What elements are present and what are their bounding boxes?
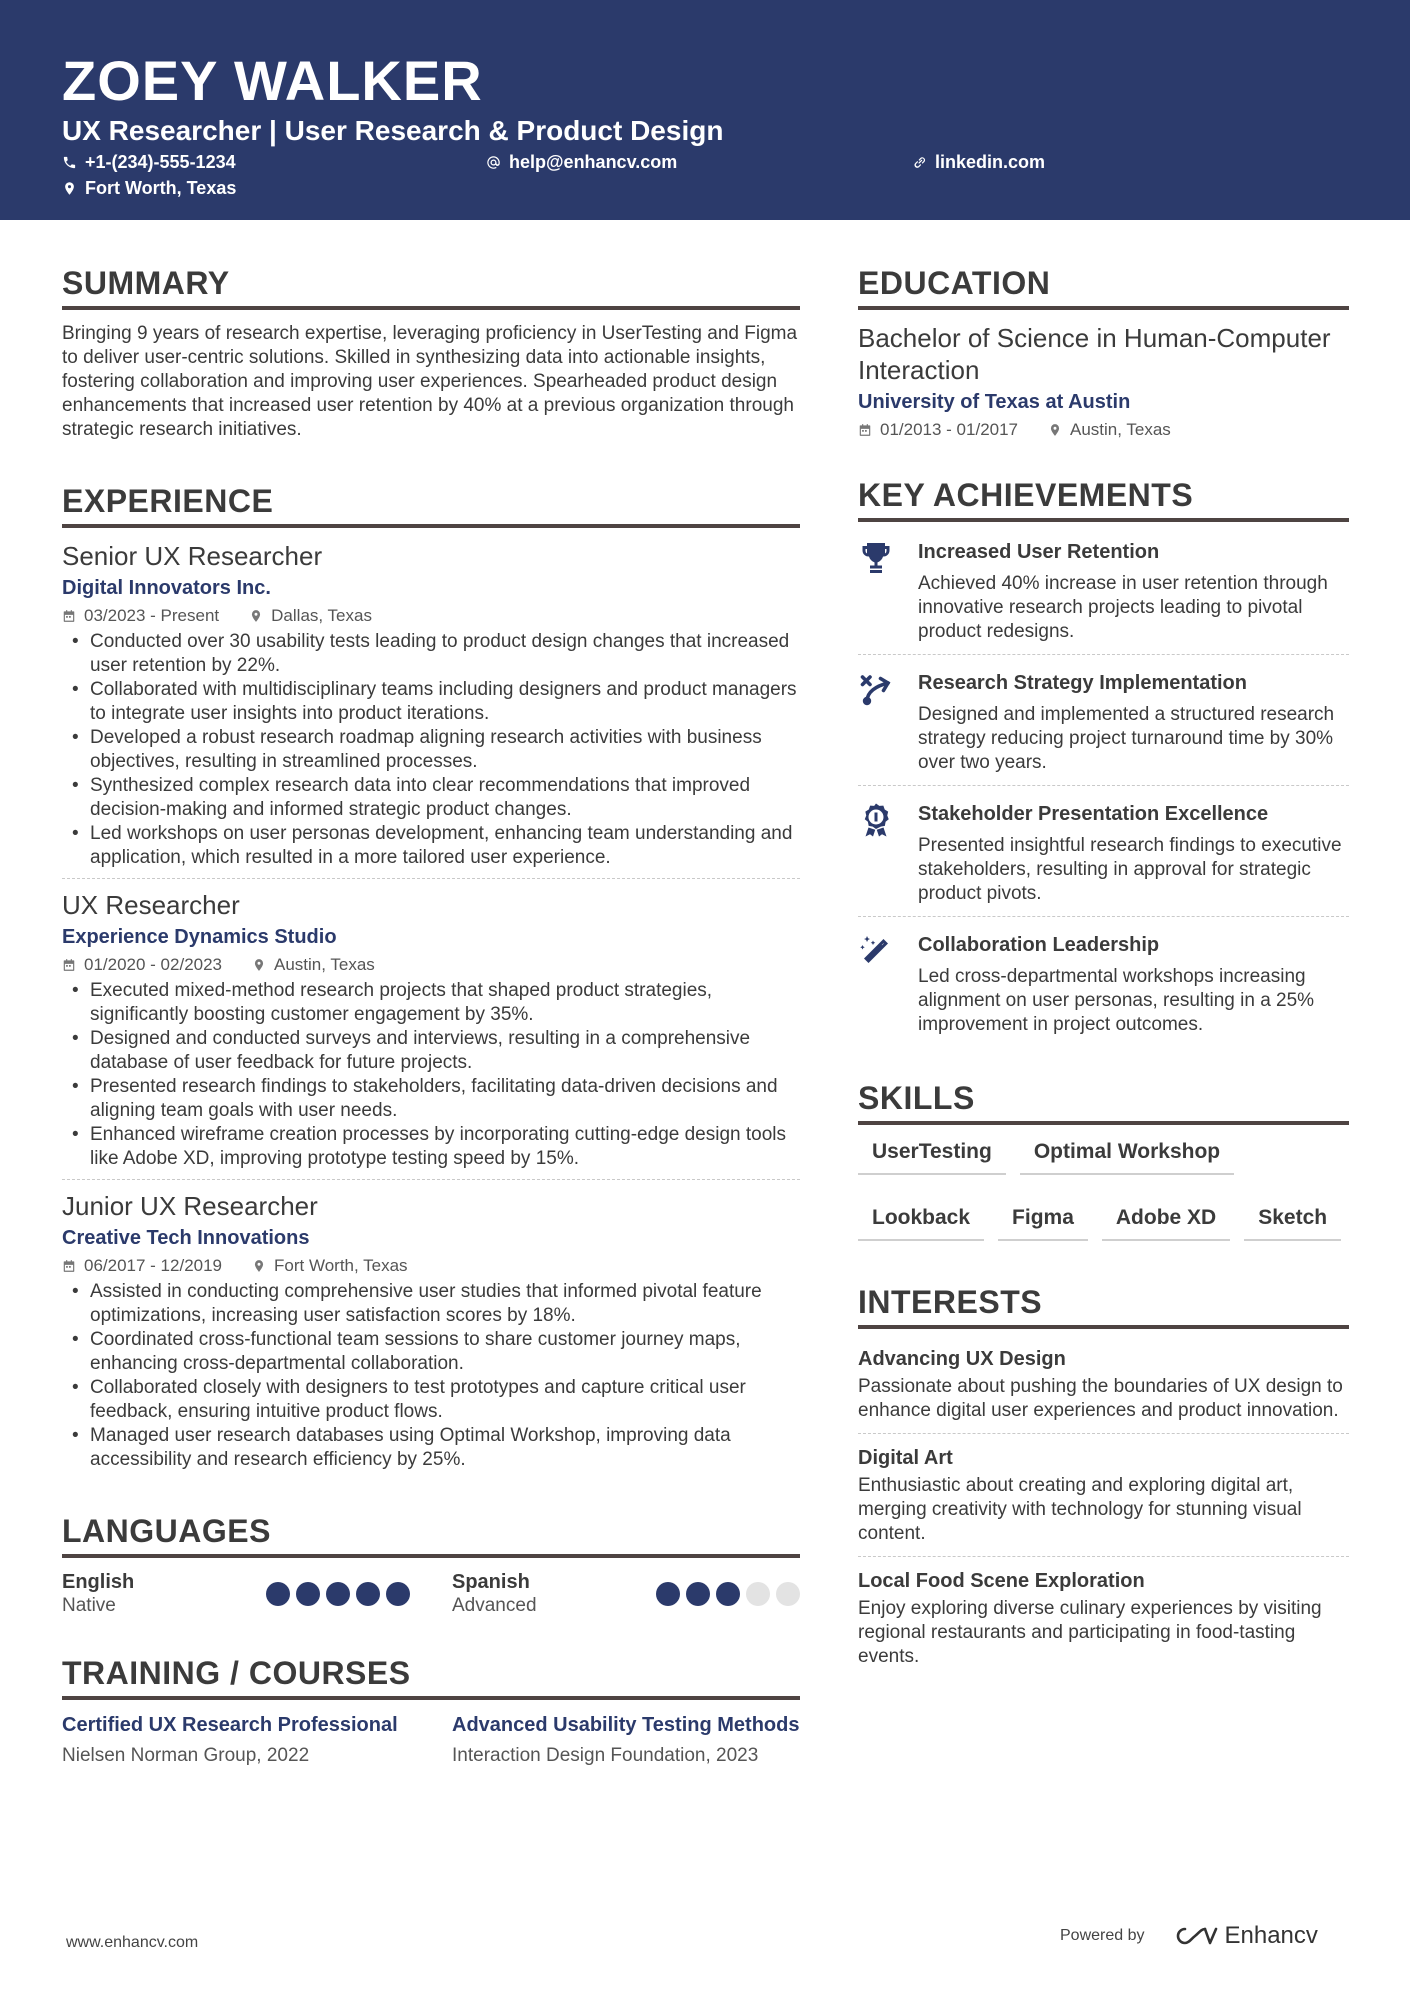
job-bullet: • Synthesized complex research data into clear recommendations that improved decision-making and informed strategic product changes.: [62, 774, 800, 822]
skill-tag: Optimal Workshop: [1020, 1139, 1234, 1175]
award-ribbon-icon: [858, 802, 894, 838]
job-bullet: • Managed user research databases using Optimal Workshop, improving data accessibility and research efficiency by 25%.: [62, 1424, 800, 1472]
job-meta: [62, 953, 800, 977]
interests-section: [858, 1281, 1349, 1679]
course-title: Certified UX Research Professional: [62, 1714, 398, 1736]
course-org: Nielsen Norman Group, 2022: [62, 1745, 310, 1766]
job-dates: 06/2017 - 12/2019: [84, 1256, 223, 1275]
calendar-icon: [62, 958, 76, 972]
job-entry: [62, 1179, 800, 1480]
achievements-section: [858, 474, 1349, 1047]
interests-heading: INTERESTS: [858, 1281, 1349, 1329]
email-text: help@enhancv.com: [509, 152, 678, 172]
job-bullets: [62, 630, 800, 870]
location-pin-icon: [62, 181, 77, 196]
company-name: Experience Dynamics Studio: [62, 926, 337, 948]
brand-name: Enhancv: [1224, 1922, 1318, 1949]
enhancv-logo[interactable]: [1171, 1922, 1318, 1950]
interest-title: Advancing UX Design: [858, 1348, 1066, 1370]
resume-header: [0, 0, 1410, 220]
achievement-item: [858, 534, 1349, 654]
skill-tag: Adobe XD: [1102, 1205, 1230, 1241]
summary-text: Bringing 9 years of research expertise, leveraging proficiency in UserTesting and Figma to deliver user-centric solutions. Skilled in synthesizing data into actionable insights, fostering collaboration and improving user experiences. Spearheaded product design enhancements that increased user retention by 40% at a previous organization through strategic research initiatives.: [62, 323, 798, 440]
job-meta: [62, 604, 800, 628]
interest-title: Local Food Scene Exploration: [858, 1570, 1145, 1592]
footer-branding: [1060, 1922, 1318, 1950]
interest-desc: Enjoy exploring diverse culinary experiences by visiting regional restaurants and participating in food-tasting events.: [858, 1598, 1322, 1667]
language-level: Advanced: [452, 1595, 537, 1616]
achievement-item: [858, 785, 1349, 916]
language-item: [452, 1570, 800, 1618]
achievement-title: Collaboration Leadership: [918, 934, 1160, 956]
summary-heading: SUMMARY: [62, 262, 800, 310]
rating-dot-filled: [386, 1582, 410, 1606]
phone-text: +1-(234)-555-1234: [85, 152, 236, 172]
language-name: English: [62, 1571, 135, 1593]
interest-desc: Enthusiastic about creating and exploring digital art, merging creativity with technology for stunning visual content.: [858, 1475, 1302, 1544]
education-dates: 01/2013 - 01/2017: [880, 420, 1019, 439]
rating-dot-filled: [296, 1582, 320, 1606]
location-pin-icon: [252, 958, 266, 972]
strategy-icon: [858, 671, 894, 707]
course-item: [62, 1712, 410, 1768]
job-bullet: • Collaborated with multidisciplinary teams including designers and product managers to integrate user insights into product iterations.: [62, 678, 800, 726]
achievement-title: Stakeholder Presentation Excellence: [918, 803, 1269, 825]
rating-dot-filled: [326, 1582, 350, 1606]
job-title: UX Researcher: [62, 890, 240, 920]
job-bullet: • Coordinated cross-functional team sessions to share customer journey maps, enhancing cross-departmental collaboration.: [62, 1328, 800, 1376]
job-bullets: [62, 1280, 800, 1472]
languages-section: [62, 1510, 800, 1618]
job-location: Austin, Texas: [274, 955, 375, 974]
achievement-item: [858, 916, 1349, 1047]
skill-tag: Lookback: [858, 1205, 984, 1241]
candidate-headline: UX Researcher | User Research & Product Design: [62, 115, 724, 146]
rating-dot-filled: [686, 1582, 710, 1606]
achievement-title: Research Strategy Implementation: [918, 672, 1247, 694]
at-icon: [486, 155, 501, 170]
skill-tag: Figma: [998, 1205, 1088, 1241]
rating-dot-empty: [776, 1582, 800, 1606]
company-name: Digital Innovators Inc.: [62, 577, 271, 599]
job-dates: 01/2020 - 02/2023: [84, 955, 223, 974]
language-rating: [266, 1582, 410, 1606]
linkedin-text: linkedin.com: [935, 152, 1046, 172]
job-location: Dallas, Texas: [271, 606, 372, 625]
course-title: Advanced Usability Testing Methods: [452, 1714, 800, 1736]
job-bullet: • Collaborated closely with designers to test prototypes and capture critical user feedback, ensuring intuitive product flows.: [62, 1376, 800, 1424]
skills-section: [858, 1077, 1349, 1241]
skill-tag: Sketch: [1244, 1205, 1341, 1241]
interest-title: Digital Art: [858, 1447, 953, 1469]
contact-linkedin[interactable]: [912, 152, 1045, 173]
job-entry: [62, 540, 800, 878]
achievement-title: Increased User Retention: [918, 541, 1160, 563]
left-column: [62, 262, 800, 1768]
location-pin-icon: [252, 1259, 266, 1273]
education-location: Austin, Texas: [1070, 420, 1171, 439]
rating-dot-filled: [716, 1582, 740, 1606]
enhancv-logo-icon: [1171, 1923, 1219, 1949]
language-level: Native: [62, 1595, 116, 1616]
degree-title: Bachelor of Science in Human-Computer Interaction: [858, 323, 1331, 385]
contact-email[interactable]: [486, 152, 677, 173]
rating-dot-empty: [746, 1582, 770, 1606]
location-text: Fort Worth, Texas: [85, 178, 237, 198]
company-name: Creative Tech Innovations: [62, 1227, 310, 1249]
job-bullet: • Conducted over 30 usability tests leading to product design changes that increased user retention by 22%.: [62, 630, 800, 678]
language-rating: [656, 1582, 800, 1606]
experience-heading: EXPERIENCE: [62, 480, 800, 528]
interest-desc: Passionate about pushing the boundaries of UX design to enhance digital user experiences and product innovation.: [858, 1376, 1343, 1421]
achievement-item: [858, 654, 1349, 785]
trophy-icon: [858, 540, 894, 576]
skills-heading: SKILLS: [858, 1077, 1349, 1125]
languages-heading: LANGUAGES: [62, 1510, 800, 1558]
skill-tag: UserTesting: [858, 1139, 1006, 1175]
education-heading: EDUCATION: [858, 262, 1349, 310]
phone-icon: [62, 155, 77, 170]
footer-website[interactable]: www.enhancv.com: [66, 1934, 199, 1951]
job-title: Junior UX Researcher: [62, 1191, 318, 1221]
job-bullet: • Led workshops on user personas development, enhancing team understanding and application, which resulted in a more tailored user experience.: [62, 822, 800, 870]
calendar-icon: [62, 609, 76, 623]
achievements-heading: KEY ACHIEVEMENTS: [858, 474, 1349, 522]
contact-location: [62, 178, 236, 199]
training-heading: TRAINING / COURSES: [62, 1652, 800, 1700]
achievement-desc: Achieved 40% increase in user retention through innovative research projects leading to pivotal product redesigns.: [918, 573, 1328, 642]
job-location: Fort Worth, Texas: [274, 1256, 408, 1275]
rating-dot-filled: [356, 1582, 380, 1606]
job-dates: 03/2023 - Present: [84, 606, 220, 625]
contact-phone[interactable]: [62, 152, 236, 173]
job-bullet: • Developed a robust research roadmap aligning research activities with business objectives, resulting in streamlined processes.: [62, 726, 800, 774]
job-bullet: • Enhanced wireframe creation processes by incorporating cutting-edge design tools like Adobe XD, improving prototype testing speed by 15%.: [62, 1123, 800, 1171]
location-pin-icon: [1048, 423, 1062, 437]
school-name: University of Texas at Austin: [858, 391, 1131, 413]
job-bullets: [62, 979, 800, 1171]
right-column: [858, 262, 1349, 1679]
job-bullet: • Assisted in conducting comprehensive user studies that informed pivotal feature optimizations, increasing user satisfaction scores by 18%.: [62, 1280, 800, 1328]
education-section: [858, 262, 1349, 442]
achievement-desc: Presented insightful research findings to executive stakeholders, resulting in approval for strategic product pivots.: [918, 835, 1342, 904]
link-icon: [912, 155, 927, 170]
course-org: Interaction Design Foundation, 2023: [452, 1745, 759, 1766]
language-item: [62, 1570, 410, 1618]
interest-item: [858, 1556, 1349, 1679]
interest-item: [858, 1433, 1349, 1556]
job-bullet: • Presented research findings to stakeholders, facilitating data-driven decisions and aligning team goals with user needs.: [62, 1075, 800, 1123]
summary-section: [62, 262, 800, 442]
education-meta: [858, 418, 1349, 442]
magic-wand-icon: [858, 933, 894, 969]
language-name: Spanish: [452, 1571, 530, 1593]
course-item: [452, 1712, 800, 1768]
job-meta: [62, 1254, 800, 1278]
powered-by-text: Powered by: [1060, 1927, 1145, 1944]
calendar-icon: [858, 423, 872, 437]
job-title: Senior UX Researcher: [62, 541, 323, 571]
achievement-desc: Led cross-departmental workshops increasing alignment on user personas, resulting in a 25% improvement in project outcomes.: [918, 966, 1315, 1035]
job-bullet: • Designed and conducted surveys and interviews, resulting in a comprehensive database of user feedback for future projects.: [62, 1027, 800, 1075]
candidate-name: ZOEY WALKER: [62, 49, 483, 112]
rating-dot-filled: [656, 1582, 680, 1606]
job-entry: [62, 878, 800, 1179]
rating-dot-filled: [266, 1582, 290, 1606]
job-bullet: • Executed mixed-method research projects that shaped product strategies, significantly boosting customer engagement by 35%.: [62, 979, 800, 1027]
calendar-icon: [62, 1259, 76, 1273]
location-pin-icon: [249, 609, 263, 623]
achievement-desc: Designed and implemented a structured research strategy reducing project turnaround time by 30% over two years.: [918, 704, 1335, 773]
training-section: [62, 1652, 800, 1768]
interest-item: [858, 1341, 1349, 1433]
experience-section: [62, 480, 800, 1480]
